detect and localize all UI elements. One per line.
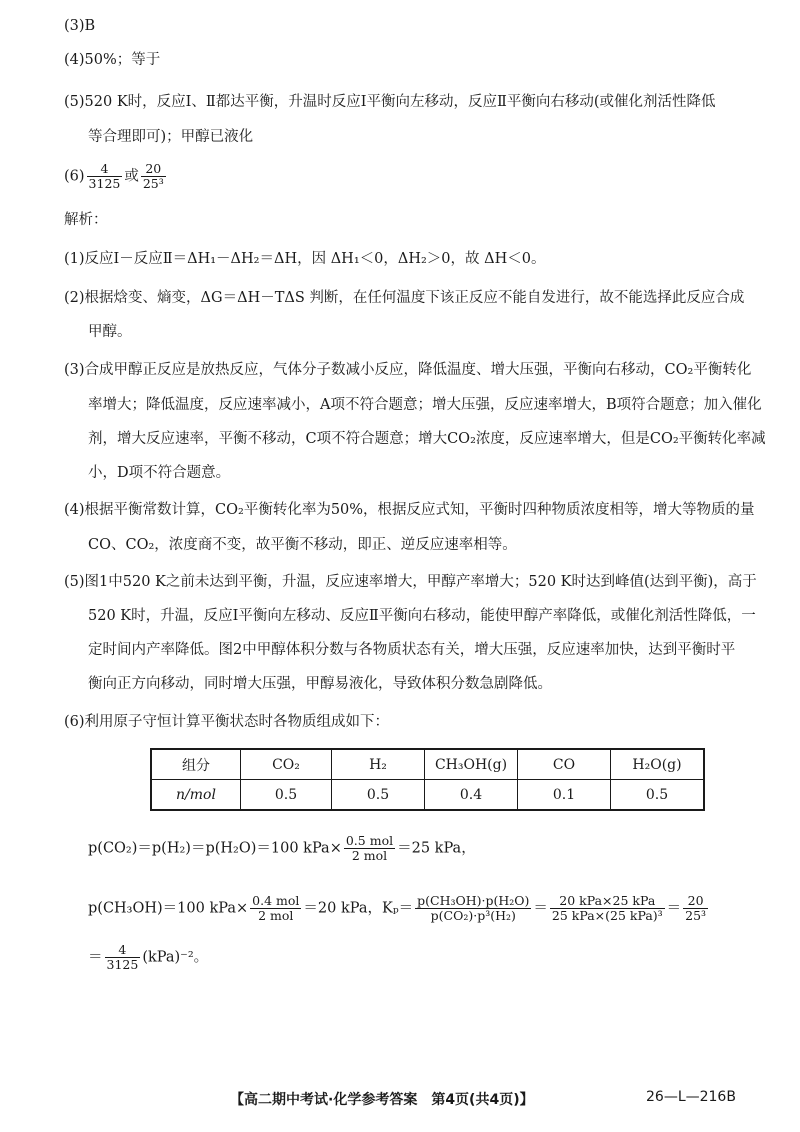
explanation-6: (6)利用原子守恒计算平衡状态时各物质组成如下：: [64, 714, 390, 730]
explanation-2-line1: (2)根据焓变、熵变，ΔG＝ΔH－TΔS 判断，在任何温度下该正反应不能自发进行，故不能选择此反应合成: [64, 290, 745, 306]
answer-6: [64, 162, 168, 191]
explanation-5-line1: (5)图1中520 K之前未达到平衡，升温，反应速率增大，甲醇产率增大；520 K时达到峰值(达到平衡)，高于: [64, 574, 757, 590]
table-cell: 0.1: [518, 780, 611, 811]
explanation-5-line4: 衡向正方向移动，同时增大压强，甲醇易液化，导致体积分数急剧降低。: [88, 676, 552, 692]
formula-2: p(CH₃OH)＝100 kPa× $\frac{\text{0.4 mol}}{\text{2 mol}}$ ＝20 kPa，Kₚ＝ $\frac{\text{p(CH₃OH)·p(H₂O)}}{\text{p(CO₂)·p³(H₂)}}$ ＝ $\frac{\text{20 kPa×25 kPa}}{\text{25 kPa×(25 kPa)³}}$ ＝ $\frac{20}{\text{25³}}$: [88, 893, 707, 923]
table-header-cell: 组分: [151, 749, 241, 780]
answer-5-line2: 等合理即可)；甲醇已液化: [88, 129, 254, 145]
explanation-5-line3: 定时间内产率降低。图2中甲醇体积分数与各物质状态有关，增大压强，反应速率加快，达到平衡时平: [88, 642, 736, 658]
document-code: 26—L—216B: [646, 1089, 736, 1105]
table-header-cell: CO₂: [241, 749, 332, 780]
table-row: [151, 780, 704, 811]
table-cell: 0.5: [611, 780, 705, 811]
analysis-heading: 解析：: [64, 212, 108, 228]
table-header-cell: CO: [518, 749, 611, 780]
explanation-2-line2: 甲醇。: [88, 324, 132, 340]
answer-6-fraction-1: $\frac{4}{3125}$: [88, 161, 121, 191]
answer-6-prefix: (6): [64, 168, 85, 185]
explanation-3-line1: (3)合成甲醇正反应是放热反应，气体分子数减小反应，降低温度、增大压强，平衡向右移动，CO₂平衡转化: [64, 362, 752, 378]
explanation-3-line2: 率增大；降低温度，反应速率减小，A项不符合题意；增大压强，反应速率增大，B项符合题意；加入催化: [88, 397, 762, 413]
table-cell: 0.5: [332, 780, 425, 811]
formula-3: ＝ $\frac{4}{3125}$ (kPa)⁻²。: [88, 942, 209, 972]
explanation-4-line2: CO、CO₂，浓度商不变，故平衡不移动，即正、逆反应速率相等。: [88, 537, 517, 553]
explanation-5-line2: 520 K时，升温，反应Ⅰ平衡向左移动、反应Ⅱ平衡向右移动，能使甲醇产率降低，或催化剂活性降低，一: [88, 608, 756, 624]
answer-5-line1: (5)520 K时，反应Ⅰ、Ⅱ都达平衡，升温时反应Ⅰ平衡向左移动，反应Ⅱ平衡向右移动(或催化剂活性降低: [64, 94, 716, 110]
answer-4: (4)50%；等于: [64, 52, 161, 68]
page-footer: 【高二期中考试·化学参考答案 第4页(共4页)】: [230, 1092, 534, 1108]
formula-1: p(CO₂)＝p(H₂)＝p(H₂O)＝100 kPa× $\frac{\text{0.5 mol}}{\text{2 mol}}$ ＝25 kPa，: [88, 833, 476, 863]
explanation-4-line1: (4)根据平衡常数计算，CO₂平衡转化率为50%，根据反应式知，平衡时四种物质浓度相等，增大等物质的量: [64, 502, 755, 518]
table-header-cell: CH₃OH(g): [425, 749, 518, 780]
answer-3: (3)B: [64, 18, 96, 34]
table-cell: 0.4: [425, 780, 518, 811]
table-header-cell: H₂: [332, 749, 425, 780]
table-cell: 0.5: [241, 780, 332, 811]
table-header-row: [151, 749, 704, 780]
explanation-1: (1)反应Ⅰ－反应Ⅱ＝ΔH₁－ΔH₂＝ΔH，因 ΔH₁＜0，ΔH₂＞0，故 ΔH＜0。: [64, 251, 546, 267]
composition-table: [150, 748, 705, 811]
answer-6-or: 或: [124, 168, 139, 185]
explanation-3-line4: 小，D项不符合题意。: [88, 465, 231, 481]
explanation-3-line3: 剂，增大反应速率，平衡不移动，C项不符合题意；增大CO₂浓度，反应速率增大，但是CO₂平衡转化率减: [88, 431, 766, 447]
answer-6-fraction-2: $\frac{20}{\text{25³}}$: [142, 161, 164, 191]
table-header-cell: H₂O(g): [611, 749, 705, 780]
table-row-label: n/mol: [151, 780, 241, 811]
